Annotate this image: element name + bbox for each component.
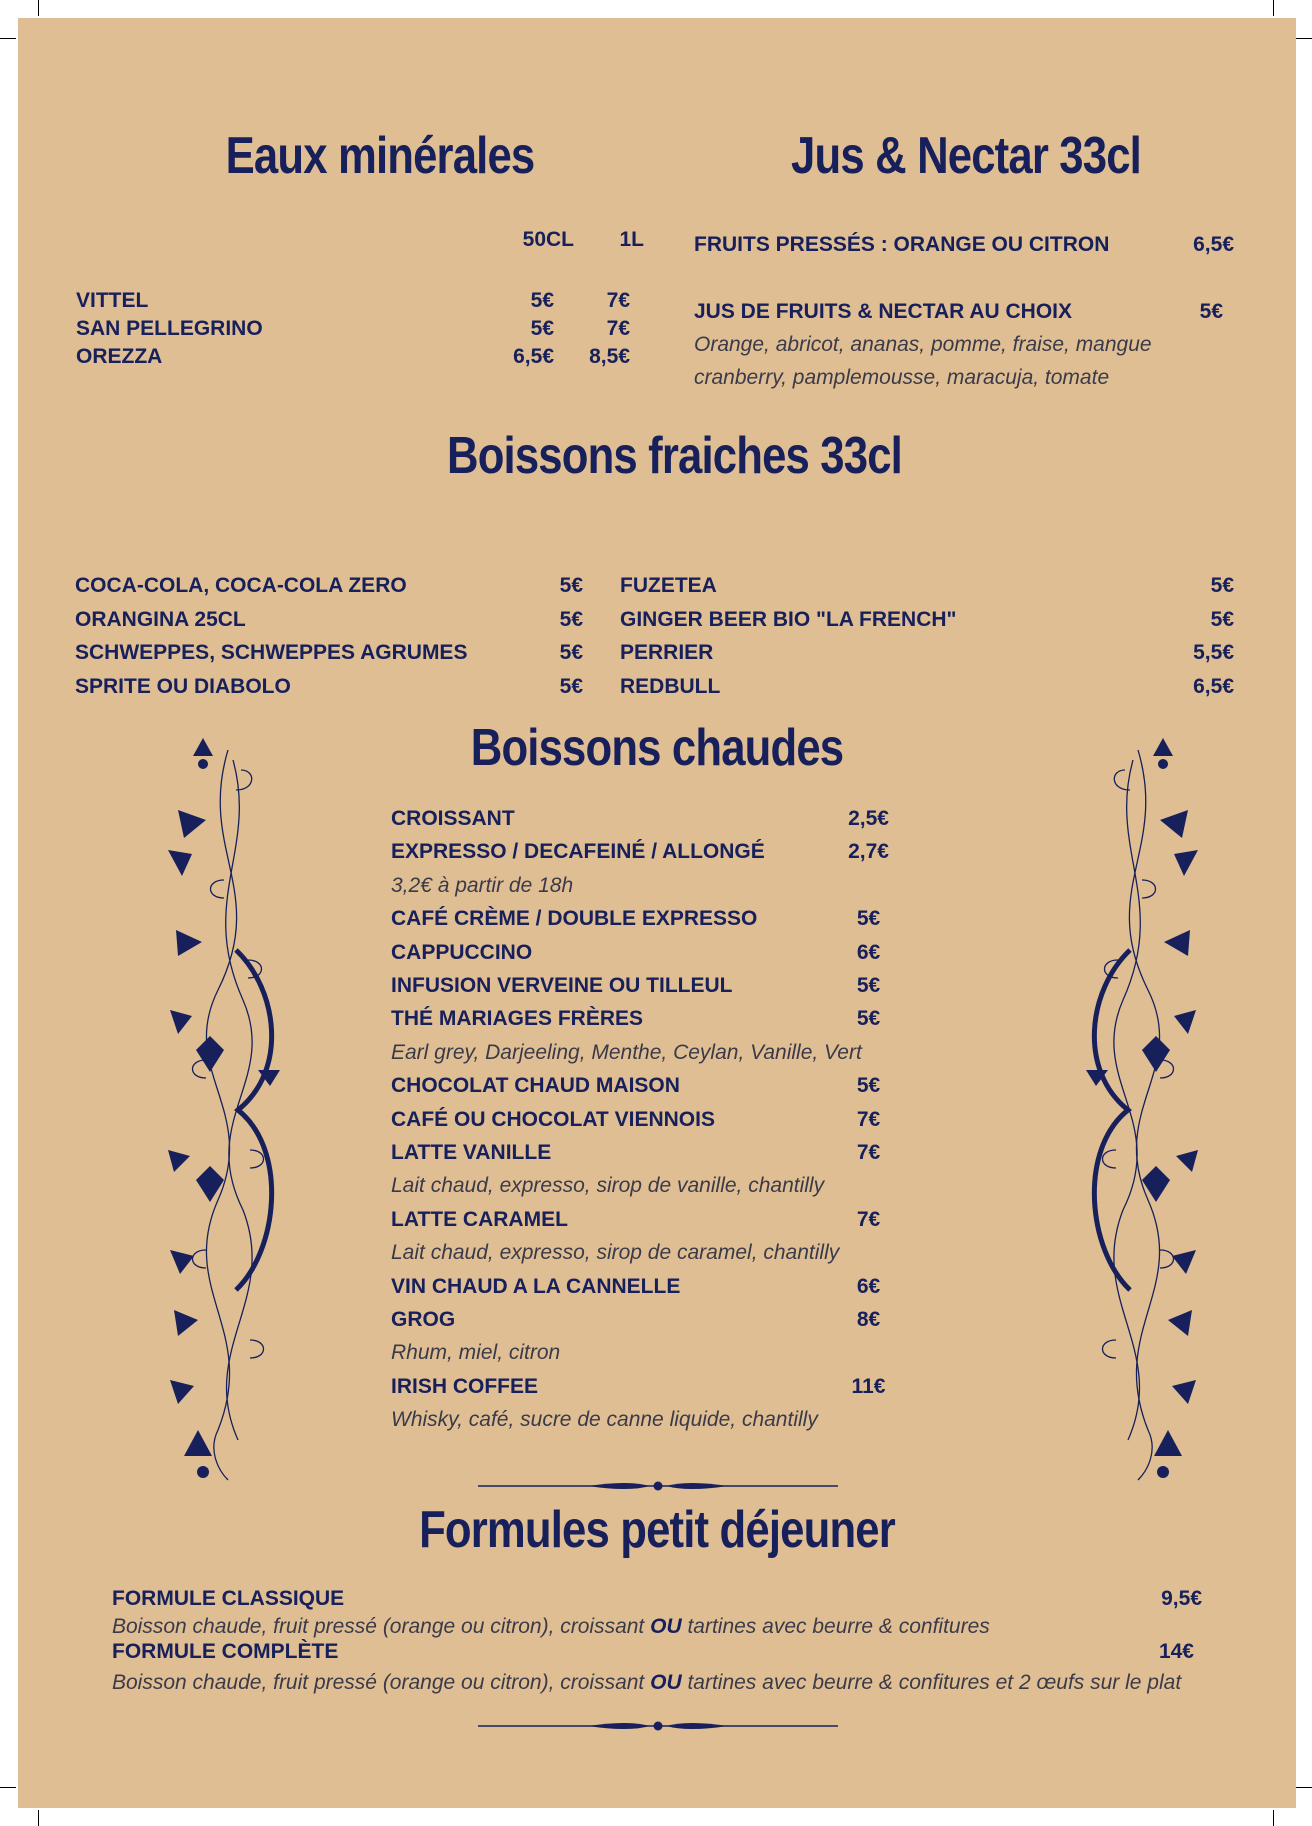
list-item: [391, 1069, 931, 1102]
item-price: 14€: [1158, 1640, 1194, 1663]
item-description: cranberry, pamplemousse, maracuja, tomate: [694, 366, 1110, 389]
item-price: 11€: [851, 1374, 886, 1398]
item-name: CHOCOLAT CHAUD MAISON: [391, 1074, 680, 1098]
item-price: 7€: [856, 1107, 881, 1131]
list-item: [391, 936, 931, 969]
divider-ornament-icon: [478, 1476, 838, 1496]
item-price-50cl: 6,5€: [513, 345, 554, 368]
list-item: [391, 902, 931, 935]
list-item: [391, 1203, 931, 1236]
crop-mark: [38, 0, 39, 16]
description-text: Boisson chaude, fruit pressé (orange ou citron), croissant: [112, 1671, 651, 1694]
list-item: [620, 603, 1234, 636]
floral-ornament-left-icon: [158, 730, 298, 1490]
item-name: CAFÉ OU CHOCOLAT VIENNOIS: [391, 1107, 715, 1131]
item-price: 2,5€: [848, 807, 889, 830]
item-price: 5€: [1210, 574, 1234, 597]
list-item: [75, 670, 583, 703]
list-item: [76, 340, 656, 373]
item-price-50cl: 5€: [530, 289, 554, 312]
description-text: tartines avec beurre & confitures: [681, 1615, 990, 1638]
item-price: 2,7€: [848, 840, 889, 864]
item-description: Earl grey, Darjeeling, Menthe, Ceylan, Vanille, Vert: [391, 1040, 862, 1064]
item-name: ORANGINA 25CL: [75, 607, 246, 631]
item-name: FUZETEA: [620, 574, 717, 597]
list-item: [391, 1303, 931, 1336]
item-description: Orange, abricot, ananas, pomme, fraise, mangue: [694, 333, 1152, 356]
item-price: 6€: [856, 1274, 881, 1298]
item-name: IRISH COFFEE: [391, 1374, 539, 1398]
crop-mark: [0, 1787, 16, 1788]
item-price: 7€: [856, 1141, 881, 1164]
item-name: FRUITS PRESSÉS : ORANGE OU CITRON: [694, 233, 1110, 256]
list-item: [391, 1136, 931, 1169]
item-price: 5€: [1210, 607, 1234, 631]
column-header-50cl: 50CL: [522, 228, 574, 251]
item-description: Whisky, café, sucre de canne liquide, chantilly: [391, 1408, 818, 1432]
crop-mark: [1273, 0, 1274, 16]
column-header-1l: 1L: [619, 228, 644, 251]
section-title-jus: Jus & Nectar 33cl: [791, 127, 1141, 185]
item-name: JUS DE FRUITS & NECTAR AU CHOIX: [694, 300, 1073, 323]
item-description: [112, 1666, 1181, 1699]
list-item: [391, 969, 931, 1002]
list-item: [391, 802, 931, 835]
item-price-1l: 8,5€: [589, 345, 630, 368]
list-item: [620, 636, 1234, 669]
list-item: [391, 1103, 931, 1136]
item-price: 6,5€: [1193, 233, 1234, 256]
item-name: CROISSANT: [391, 807, 515, 830]
item-name: FORMULE COMPLÈTE: [112, 1640, 339, 1663]
list-item: [75, 603, 583, 636]
item-price: 5€: [856, 907, 881, 931]
item-name: GINGER BEER BIO "LA FRENCH": [620, 607, 957, 631]
item-price: 8€: [856, 1308, 881, 1331]
list-item: [620, 569, 1234, 602]
item-name: SPRITE OU DIABOLO: [75, 674, 291, 698]
crop-mark: [0, 38, 16, 39]
item-name: REDBULL: [620, 674, 721, 698]
item-price: 5€: [559, 674, 583, 698]
divider-ornament-icon: [478, 1716, 838, 1736]
floral-ornament-right-icon: [1068, 730, 1208, 1490]
description-ou: OU: [650, 1671, 682, 1694]
item-price-1l: 7€: [606, 289, 630, 312]
item-description: 3,2€ à partir de 18h: [391, 873, 574, 897]
item-name: PERRIER: [620, 641, 714, 664]
item-price: 5€: [856, 974, 881, 997]
item-price: 5€: [1199, 300, 1223, 323]
list-item: [75, 569, 583, 602]
list-item: [620, 670, 1234, 703]
item-price: 6€: [856, 940, 881, 964]
item-name: CAFÉ CRÈME / DOUBLE EXPRESSO: [391, 907, 758, 931]
crop-mark: [38, 1810, 39, 1826]
list-item: [391, 1002, 931, 1035]
crop-mark: [1296, 38, 1312, 39]
item-name: INFUSION VERVEINE OU TILLEUL: [391, 974, 733, 997]
section-title-eaux: Eaux minérales: [225, 127, 535, 185]
item-price: 7€: [856, 1207, 881, 1231]
item-price: 6,5€: [1193, 674, 1234, 698]
item-description: Rhum, miel, citron: [391, 1341, 561, 1365]
list-item: [694, 295, 1234, 328]
item-name: LATTE CARAMEL: [391, 1207, 568, 1231]
item-name: VIN CHAUD A LA CANNELLE: [391, 1274, 681, 1298]
item-name: COCA-COLA, COCA-COLA ZERO: [75, 574, 407, 597]
item-name: EXPRESSO / DECAFEINÉ / ALLONGÉ: [391, 840, 765, 864]
item-name: VITTEL: [76, 289, 149, 312]
list-item: [694, 228, 1234, 261]
formule-item: [112, 1635, 1194, 1668]
item-name: SCHWEPPES, SCHWEPPES AGRUMES: [75, 641, 468, 664]
item-price: 9,5€: [1161, 1587, 1202, 1610]
crop-mark: [1296, 1787, 1312, 1788]
item-name: LATTE VANILLE: [391, 1141, 552, 1164]
section-title-chaudes: Boissons chaudes: [470, 719, 844, 777]
item-price: 5€: [559, 607, 583, 631]
description-ou: OU: [650, 1615, 682, 1638]
item-price: 5,5€: [1193, 641, 1234, 664]
list-item: [391, 835, 931, 868]
crop-mark: [1273, 1810, 1274, 1826]
description-text: Boisson chaude, fruit pressé (orange ou citron), croissant: [112, 1615, 651, 1638]
item-price-1l: 7€: [606, 317, 630, 340]
item-price-50cl: 5€: [530, 317, 554, 340]
item-name: THÉ MARIAGES FRÈRES: [391, 1007, 644, 1031]
item-name: CAPPUCCINO: [391, 940, 533, 964]
item-price: 5€: [559, 574, 583, 597]
item-name: FORMULE CLASSIQUE: [112, 1587, 345, 1610]
list-item: [391, 1270, 931, 1303]
list-item: [391, 1370, 931, 1403]
item-name: SAN PELLEGRINO: [76, 317, 263, 340]
menu-page: [18, 18, 1296, 1808]
item-price: 5€: [559, 641, 583, 664]
item-name: OREZZA: [76, 345, 163, 368]
item-price: 5€: [856, 1074, 881, 1098]
item-description: Lait chaud, expresso, sirop de vanille, chantilly: [391, 1174, 825, 1198]
description-text: tartines avec beurre & confitures et 2 œufs sur le plat: [681, 1671, 1182, 1694]
section-title-fraiches: Boissons fraiches 33cl: [447, 427, 902, 485]
item-description: Lait chaud, expresso, sirop de caramel, chantilly: [391, 1241, 840, 1265]
list-item: [75, 636, 583, 669]
item-name: GROG: [391, 1308, 456, 1331]
section-title-formules: Formules petit déjeuner: [419, 1501, 895, 1559]
item-price: 5€: [856, 1007, 881, 1031]
